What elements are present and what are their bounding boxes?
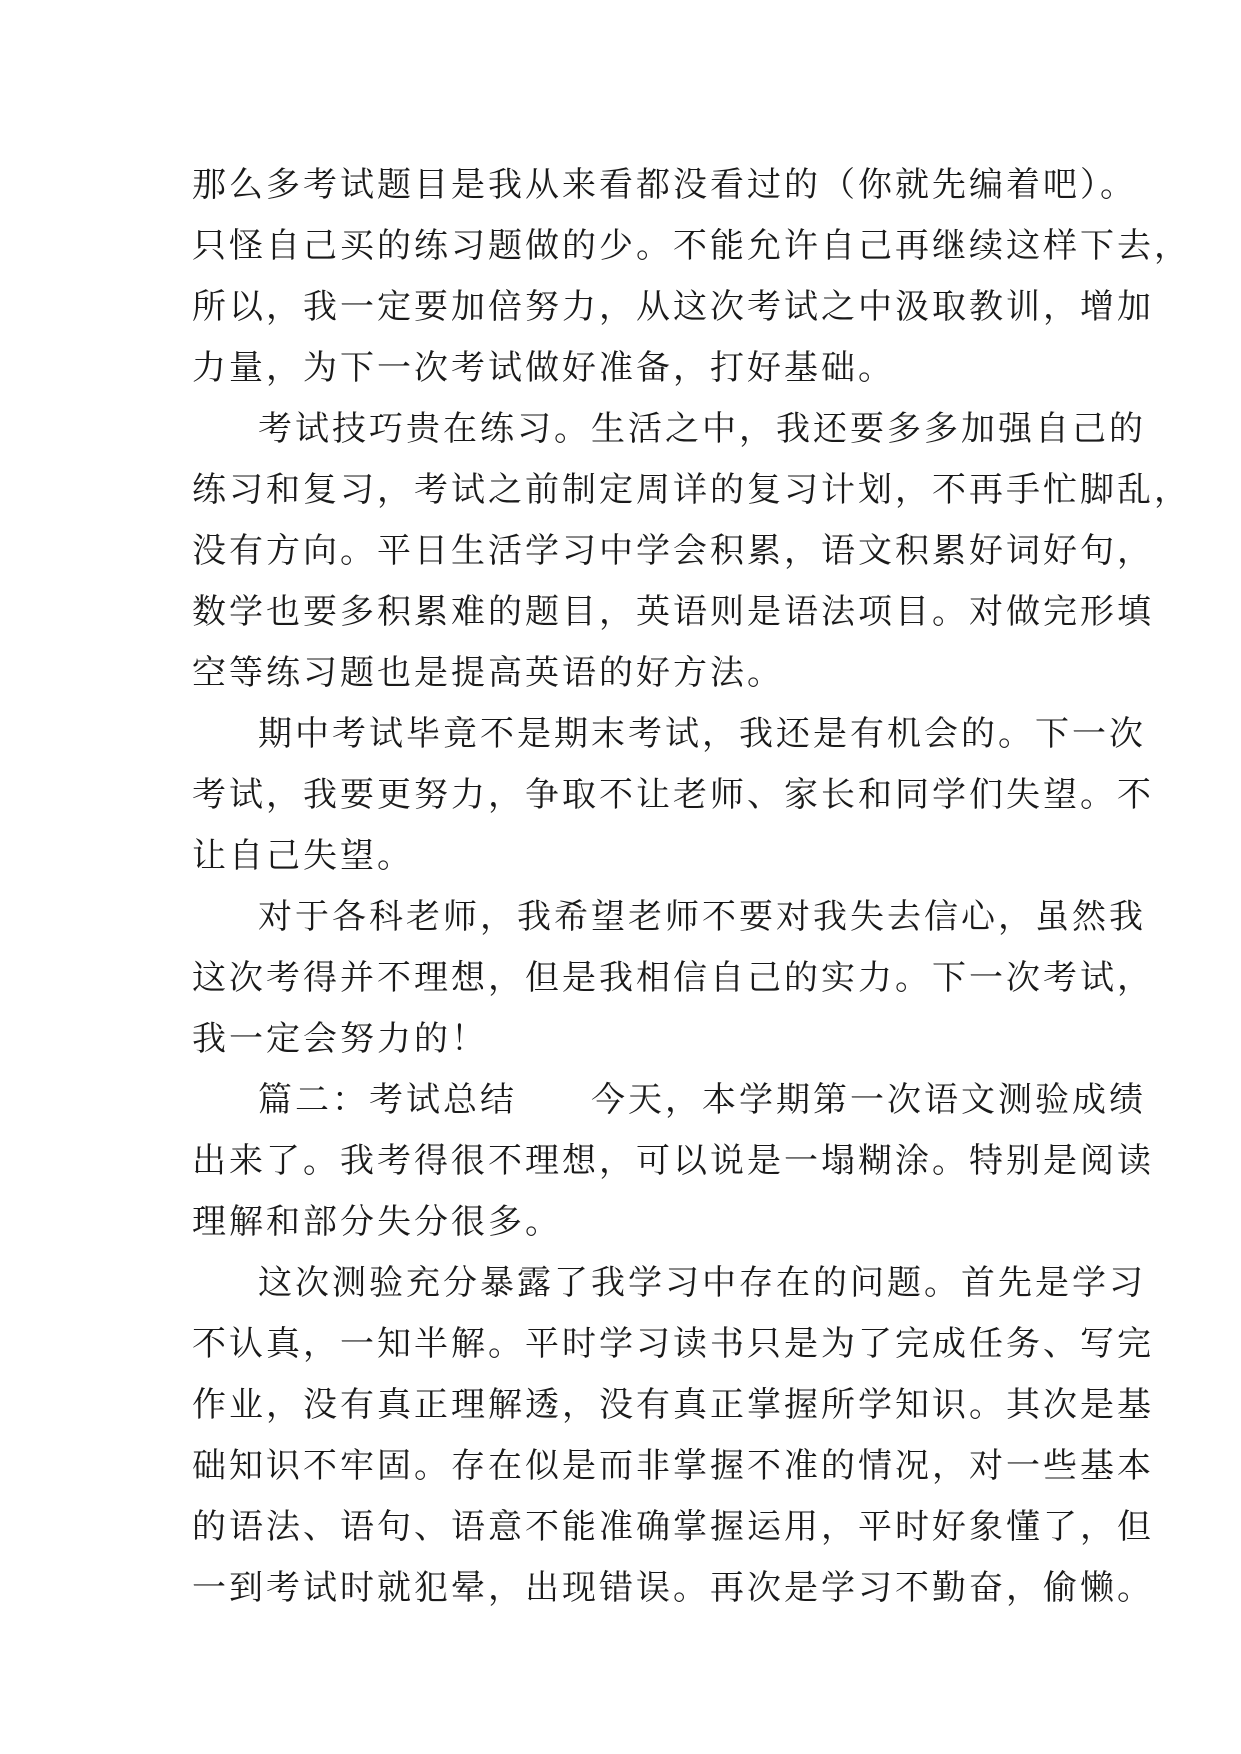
- text-line: 作业，没有真正理解透，没有真正掌握所学知识。其次是基: [192, 1385, 1154, 1425]
- text-line: 数学也要多积累难的题目，英语则是语法项目。对做完形填: [192, 592, 1154, 632]
- text-line: 不认真，一知半解。平时学习读书只是为了完成任务、写完: [192, 1324, 1154, 1364]
- text-line: 考试，我要更努力，争取不让老师、家长和同学们失望。不: [192, 775, 1154, 815]
- text-line: 没有方向。平日生活学习中学会积累，语文积累好词好句，: [192, 531, 1154, 571]
- document-body: [192, 155, 1191, 1619]
- text-line: 练习和复习，考试之前制定周详的复习计划，不再手忙脚乱，: [192, 470, 1191, 510]
- text-line: 一到考试时就犯晕，出现错误。再次是学习不勤奋，偷懒。: [192, 1568, 1154, 1608]
- text-line: 这次考得并不理想，但是我相信自己的实力。下一次考试，: [192, 958, 1154, 998]
- text-line: 出来了。我考得很不理想，可以说是一塌糊涂。特别是阅读: [192, 1141, 1154, 1181]
- text-line-indented: 篇二：考试总结 今天，本学期第一次语文测验成绩: [258, 1080, 1146, 1120]
- text-line-indented: 考试技巧贵在练习。生活之中，我还要多多加强自己的: [258, 409, 1146, 449]
- text-line: 础知识不牢固。存在似是而非掌握不准的情况，对一些基本: [192, 1446, 1154, 1486]
- text-line: 的语法、语句、语意不能准确掌握运用，平时好象懂了，但: [192, 1507, 1154, 1547]
- text-line: 只怪自己买的练习题做的少。不能允许自己再继续这样下去，: [192, 226, 1191, 266]
- text-line: 理解和部分失分很多。: [192, 1202, 562, 1242]
- text-line: 所以，我一定要加倍努力，从这次考试之中汲取教训，增加: [192, 287, 1154, 327]
- text-line-indented: 这次测验充分暴露了我学习中存在的问题。首先是学习: [258, 1263, 1146, 1303]
- text-line: 空等练习题也是提高英语的好方法。: [192, 653, 784, 693]
- text-line-indented: 对于各科老师，我希望老师不要对我失去信心，虽然我: [258, 897, 1146, 937]
- text-line: 我一定会努力的！: [192, 1019, 488, 1059]
- text-line: 力量，为下一次考试做好准备，打好基础。: [192, 348, 895, 388]
- text-line: 让自己失望。: [192, 836, 414, 876]
- text-line: 那么多考试题目是我从来看都没看过的（你就先编着吧）。: [192, 165, 1137, 205]
- text-line-indented: 期中考试毕竟不是期末考试，我还是有机会的。下一次: [258, 714, 1146, 754]
